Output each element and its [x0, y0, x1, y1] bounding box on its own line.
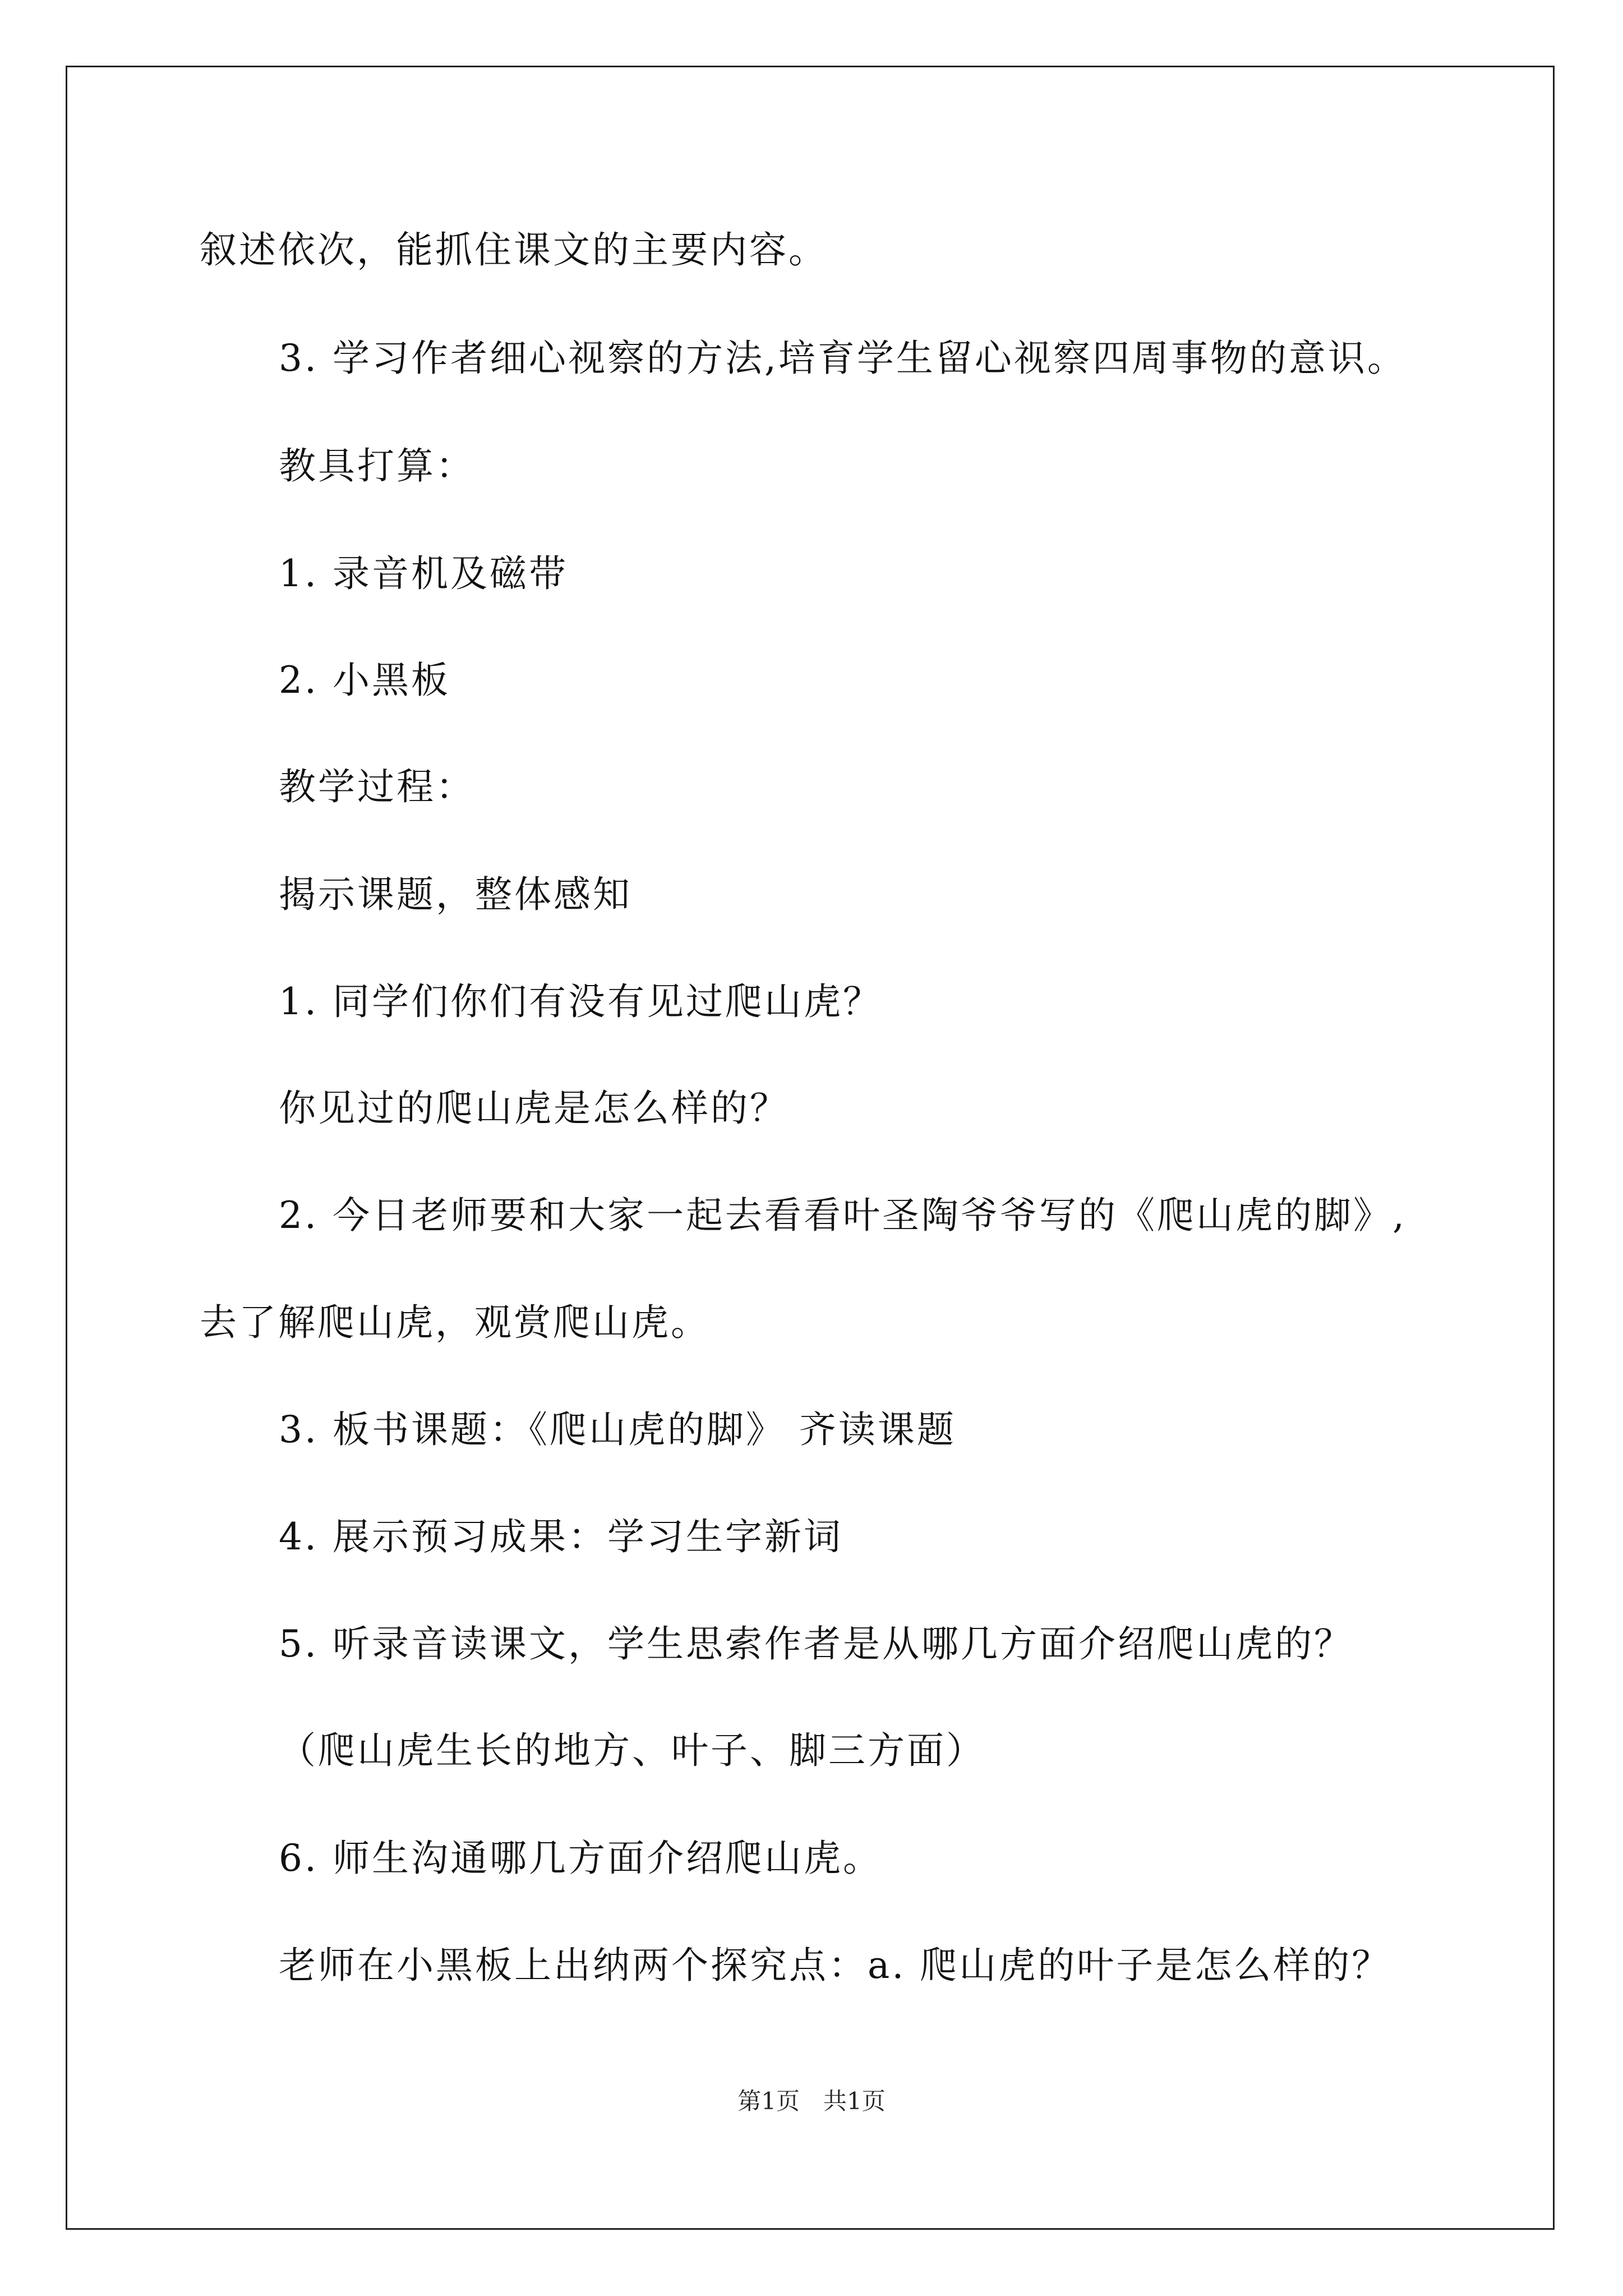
text-line: 4. 展示预习成果：学习生字新词	[279, 1515, 843, 1558]
text-line: 1. 同学们你们有没有见过爬山虎？	[279, 980, 882, 1023]
text-line: 叙述依次，能抓住课文的主要内容。	[200, 228, 828, 272]
text-line: 教具打算：	[279, 444, 475, 487]
page-number-footer: 第1页 共1页	[737, 2087, 886, 2115]
text-line: 老师在小黑板上出纳两个探究点：a. 爬山虎的叶子是怎么样的？	[279, 1944, 1391, 1987]
text-line: 5. 听录音读课文，学生思索作者是从哪几方面介绍爬山虎的？	[279, 1622, 1353, 1665]
text-line: （爬山虎生长的地方、叶子、脚三方面）	[279, 1729, 985, 1772]
page-border	[66, 66, 1555, 2230]
text-line: 教学过程：	[279, 765, 475, 808]
text-line: 2. 今日老师要和大家一起去看看叶圣陶爷爷写的《爬山虎的脚》,	[279, 1194, 1407, 1237]
text-line: 2. 小黑板	[279, 659, 450, 702]
text-line: 3. 板书课题：《爬山虎的脚》 齐读课题	[279, 1408, 956, 1451]
text-line: 3. 学习作者细心视察的方法,培育学生留心视察四周事物的意识。	[279, 337, 1407, 380]
text-line: 1. 录音机及磁带	[279, 552, 568, 595]
text-line: 去了解爬山虎，观赏爬山虎。	[200, 1301, 710, 1344]
text-line: 揭示课题，整体感知	[279, 873, 632, 916]
text-line: 6. 师生沟通哪几方面介绍爬山虎。	[279, 1837, 882, 1880]
text-line: 你见过的爬山虎是怎么样的？	[279, 1087, 789, 1130]
